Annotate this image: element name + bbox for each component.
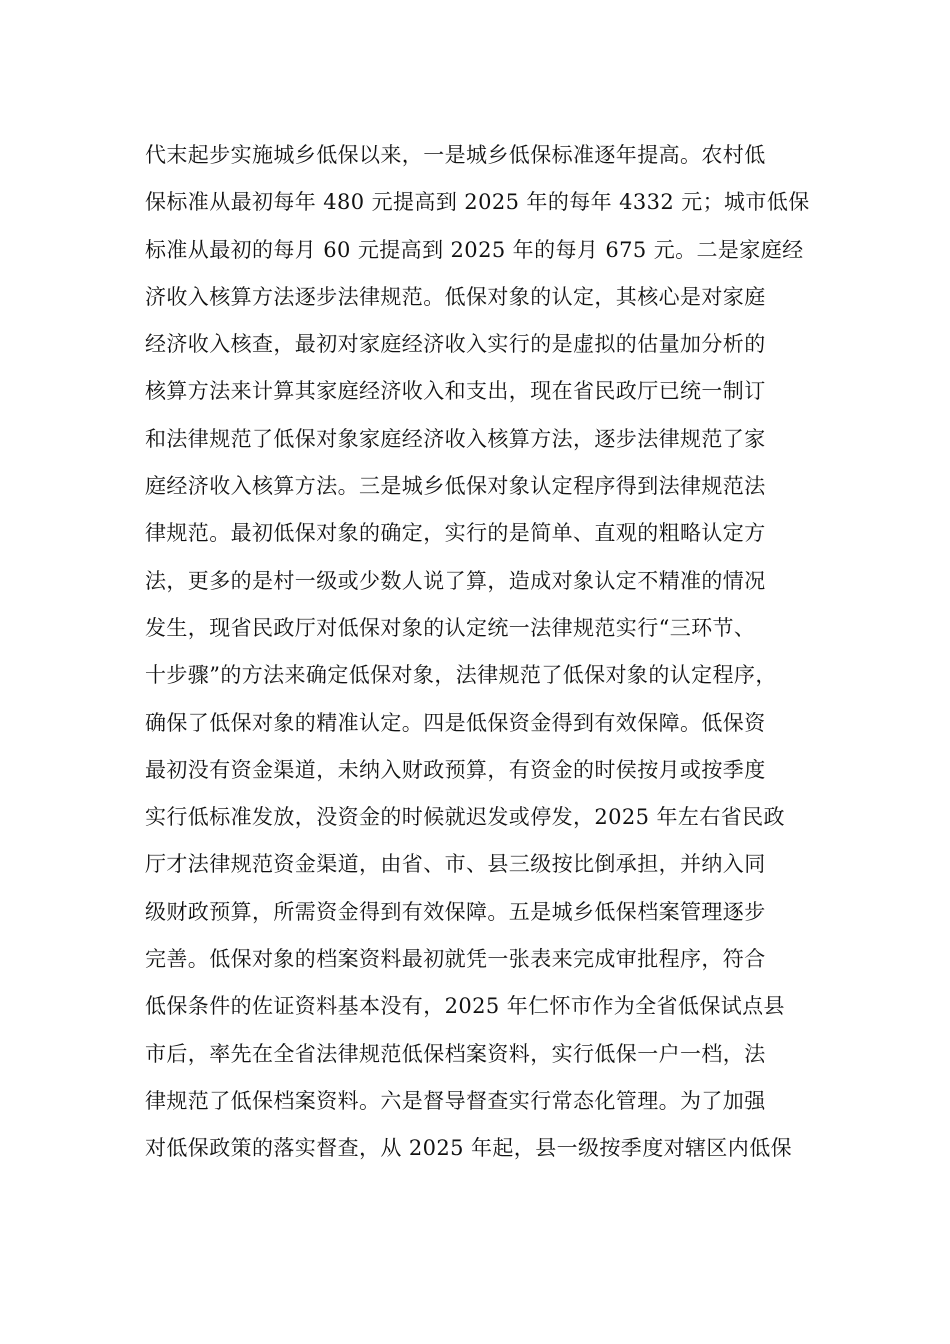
text-line: 十步骤”的方法来确定低保对象，法律规范了低保对象的认定程序，	[145, 663, 777, 688]
text-line: 完善。低保对象的档案资料最初就凭一张表来完成审批程序，符合	[145, 947, 766, 972]
text-line: 标准从最初的每月 60 元提高到 2025 年的每月 675 元。二是家庭经	[145, 237, 804, 262]
text-line: 市后，率先在全省法律规范低保档案资料，实行低保一户一档，法	[145, 1041, 766, 1066]
text-line: 发生，现省民政厅对低保对象的认定统一法律规范实行“三环节、	[145, 615, 756, 640]
text-line: 保标准从最初每年 480 元提高到 2025 年的每年 4332 元；城市低保	[145, 190, 810, 215]
text-line: 庭经济收入核算方法。三是城乡低保对象认定程序得到法律规范法	[145, 474, 766, 499]
text-line: 法，更多的是村一级或少数人说了算，造成对象认定不精准的情况	[145, 568, 766, 593]
text-line: 核算方法来计算其家庭经济收入和支出，现在省民政厅已统一制订	[145, 379, 766, 404]
text-line: 济收入核算方法逐步法律规范。低保对象的认定，其核心是对家庭	[145, 284, 766, 309]
text-line: 最初没有资金渠道，未纳入财政预算，有资金的时侯按月或按季度	[145, 757, 766, 782]
text-line: 对低保政策的落实督查，从 2025 年起，县一级按季度对辖区内低保	[145, 1136, 792, 1161]
text-line: 级财政预算，所需资金得到有效保障。五是城乡低保档案管理逐步	[145, 899, 766, 924]
text-line: 经济收入核查，最初对家庭经济收入实行的是虚拟的估量加分析的	[145, 332, 766, 357]
text-line: 和法律规范了低保对象家庭经济收入核算方法，逐步法律规范了家	[145, 426, 766, 451]
body-text	[145, 132, 825, 1173]
text-line: 确保了低保对象的精准认定。四是低保资金得到有效保障。低保资	[145, 710, 766, 735]
text-line: 律规范了低保档案资料。六是督导督查实行常态化管理。为了加强	[145, 1088, 766, 1113]
text-line: 实行低标准发放，没资金的时候就迟发或停发，2025 年左右省民政	[145, 805, 785, 830]
text-line: 厅才法律规范资金渠道，由省、市、县三级按比倒承担，并纳入同	[145, 852, 766, 877]
text-line: 律规范。最初低保对象的确定，实行的是简单、直观的粗略认定方	[145, 521, 766, 546]
text-line: 低保条件的佐证资料基本没有，2025 年仁怀市作为全省低保试点县	[145, 994, 785, 1019]
text-line: 代末起步实施城乡低保以来，一是城乡低保标准逐年提高。农村低	[145, 143, 766, 167]
